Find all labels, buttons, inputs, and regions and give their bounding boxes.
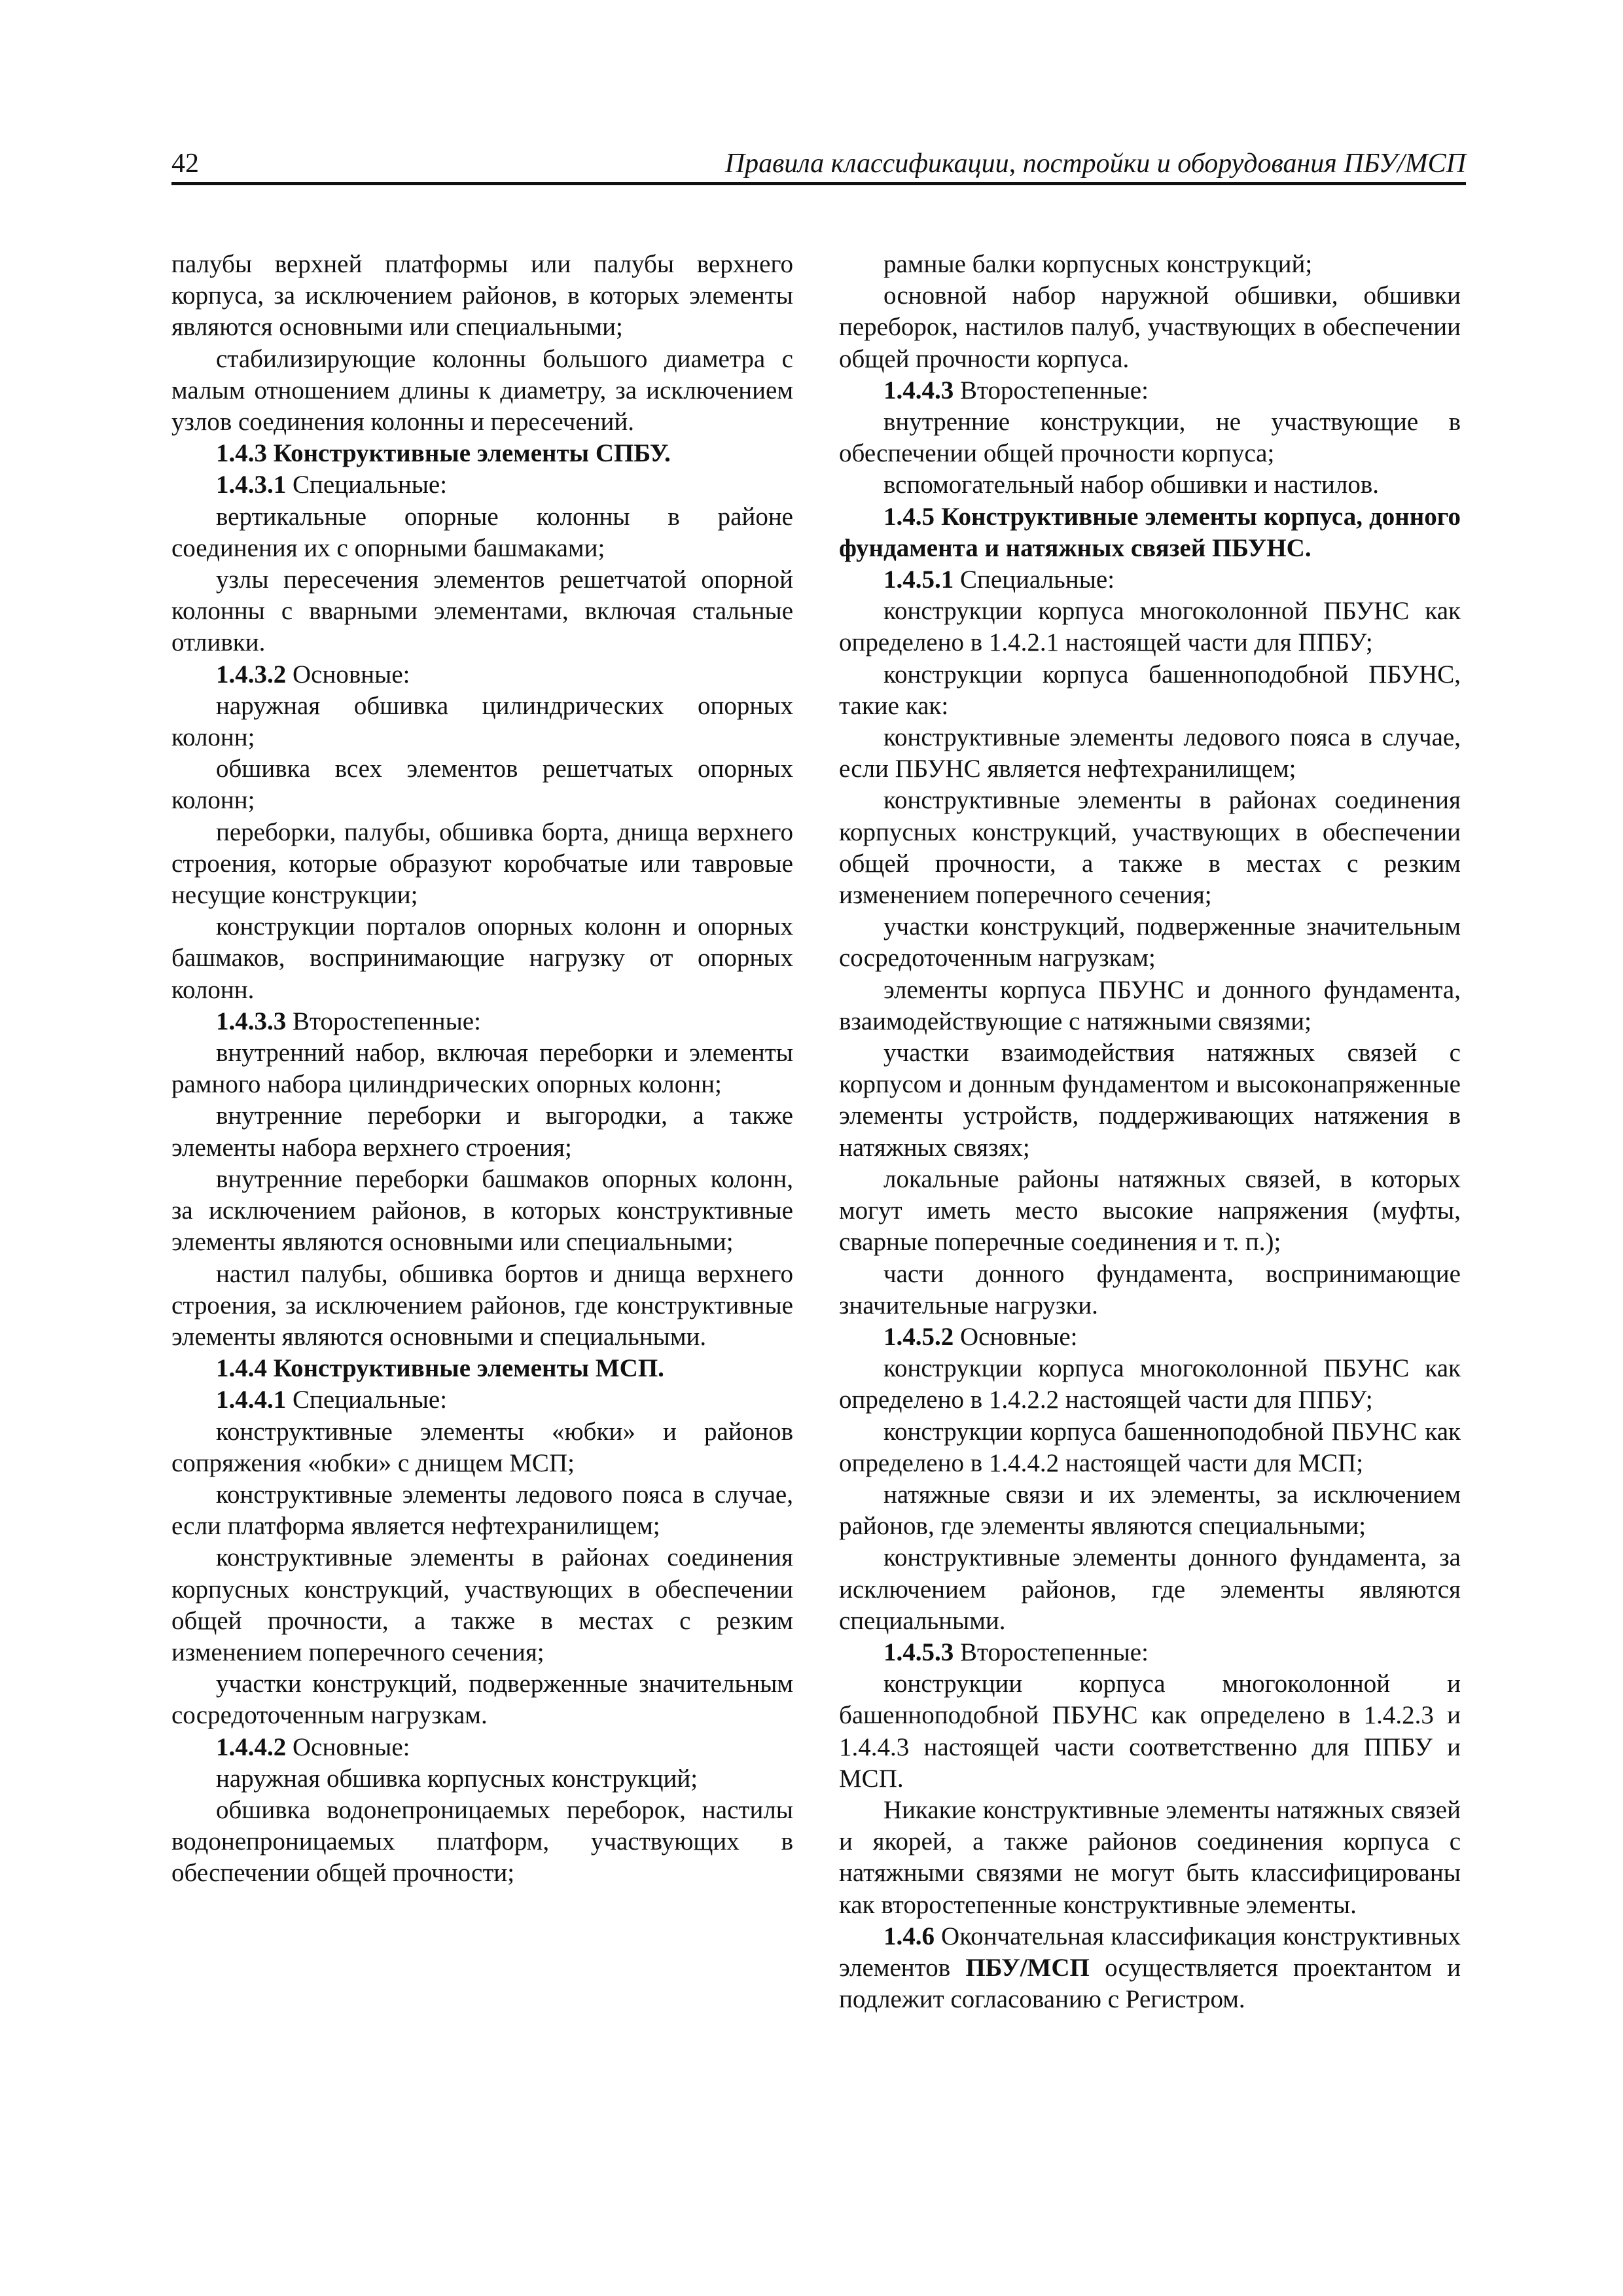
subsection-heading-1-4-3-1	[171, 469, 793, 501]
paragraph: настил палубы, обшивка бортов и днища верхнего строения, за исключением районов, где конструктивные элементы являются основными и специальными.	[171, 1259, 793, 1351]
subsection-heading-1-4-5-1	[839, 564, 1461, 596]
paragraph: элементы корпуса ПБУНС и донного фундамента, взаимодействующие с натяжными связями;	[839, 975, 1461, 1035]
subsection-heading-1-4-5-2	[839, 1321, 1461, 1353]
paragraph: внутренний набор, включая переборки и элементы рамного набора цилиндрических опорных колонн;	[171, 1039, 793, 1099]
paragraph: внутренние переборки и выгородки, а также элементы набора верхнего строения;	[171, 1102, 793, 1162]
page-number: 42	[171, 149, 199, 179]
subsection-title: Специальные:	[954, 565, 1115, 594]
subsection-number: 1.4.4.2	[216, 1732, 287, 1761]
section-heading-text: 1.4.4 Конструктивные элементы МСП.	[216, 1354, 664, 1383]
paragraph: конструктивные элементы «юбки» и районов сопряжения «юбки» с днищем МСП;	[171, 1417, 793, 1477]
subsection-number: 1.4.3.1	[216, 471, 287, 499]
section-heading-text: 1.4.3 Конструктивные элементы СПБУ.	[216, 439, 671, 468]
paragraph: внутренние переборки башмаков опорных колонн, за исключением районов, в которых конструктивные элементы являются основными или специальными;	[171, 1164, 793, 1257]
subsection-title: Специальные:	[286, 471, 448, 499]
paragraph: участки конструкций, подверженные значительным сосредоточенным нагрузкам;	[839, 912, 1461, 973]
paragraph: основной набор наружной обшивки, обшивки переборок, настилов палуб, участвующих в обеспечении общей прочности корпуса.	[839, 281, 1461, 373]
subsection-number: 1.4.5.2	[883, 1322, 954, 1351]
page-header	[171, 139, 1466, 185]
section-heading-text: 1.4.5 Конструктивные элементы корпуса, донного фундамента и натяжных связей ПБУНС.	[839, 502, 1461, 562]
paragraph: конструкции корпуса башенноподобной ПБУНС как определено в 1.4.4.2 настоящей части для МСП;	[839, 1417, 1461, 1477]
paragraph: узлы пересечения элементов решетчатой опорной колонны с вварными элементами, включая стальные отливки.	[171, 565, 793, 657]
paragraph: стабилизирующие колонны большого диаметра с малым отношением длины к диаметру, за исключением узлов соединения колонны и пересечений.	[171, 344, 793, 437]
paragraph: Никакие конструктивные элементы натяжных связей и якорей, а также районов соединения корпуса с натяжными связями не могут быть классифицированы как второстепенные конструктивные элементы.	[839, 1795, 1461, 1919]
subsection-title: Второстепенные:	[286, 1007, 481, 1035]
paragraph: участки взаимодействия натяжных связей с корпусом и донным фундаментом и высоконапряженные элементы устройств, поддерживающих натяжения в натяжных связях;	[839, 1039, 1461, 1162]
paragraph: вертикальные опорные колонны в районе соединения их с опорными башмаками;	[171, 502, 793, 562]
right-column	[839, 249, 1461, 2015]
paragraph: конструктивные элементы ледового пояса в случае, если платформа является нефтехранилищем;	[171, 1480, 793, 1541]
subsection-number: 1.4.5.3	[883, 1638, 954, 1666]
subsection-heading-1-4-3-2	[171, 659, 793, 691]
paragraph: вспомогательный набор обшивки и настилов.	[883, 471, 1380, 499]
paragraph: обшивка всех элементов решетчатых опорных колонн;	[171, 755, 793, 815]
paragraph: участки конструкций, подверженные значительным сосредоточенным нагрузкам.	[171, 1670, 793, 1730]
paragraph: обшивка водонепроницаемых переборок, настилы водонепроницаемых платформ, участвующих в обеспечении общей прочности;	[171, 1795, 793, 1888]
subsection-heading-1-4-4-2	[171, 1732, 793, 1763]
paragraph: натяжные связи и их элементы, за исключением районов, где элементы являются специальными;	[839, 1480, 1461, 1541]
subsection-heading-1-4-4-1	[171, 1384, 793, 1416]
paragraph-text: Окончательная классификация конструктивных элементов	[839, 1922, 1461, 1982]
paragraph: конструктивные элементы донного фундамента, за исключением районов, где элементы являются специальными.	[839, 1543, 1461, 1635]
paragraph: конструктивные элементы в районах соединения корпусных конструкций, участвующих в обеспечении общей прочности, а также в местах с резким изменением поперечного сечения;	[171, 1543, 793, 1666]
subsection-number: 1.4.4.3	[883, 376, 954, 404]
emphasis-text: ПБУ/МСП	[965, 1953, 1090, 1982]
subsection-number: 1.4.4.1	[216, 1386, 287, 1414]
subsection-title: Основные:	[954, 1322, 1078, 1351]
paragraph: конструкции корпуса башенноподобной ПБУНС, такие как:	[839, 660, 1461, 720]
subsection-number: 1.4.3.2	[216, 660, 287, 689]
paragraph: конструктивные элементы ледового пояса в случае, если ПБУНС является нефтехранилищем;	[839, 723, 1461, 783]
section-heading-1-4-5	[839, 501, 1461, 564]
paragraph: рамные балки корпусных конструкций;	[883, 250, 1313, 278]
subsection-heading-1-4-3-3	[171, 1006, 793, 1037]
paragraph-text: осуществляется проектантом и подлежит согласованию с Регистром.	[839, 1953, 1461, 2014]
section-1-4-6-paragraph	[839, 1921, 1461, 2016]
subsection-title: Специальные:	[286, 1386, 448, 1414]
subsection-title: Основные:	[286, 660, 410, 689]
subsection-title: Основные:	[286, 1732, 410, 1761]
section-heading-1-4-3	[171, 438, 793, 469]
section-heading-1-4-4	[171, 1353, 793, 1384]
left-column	[171, 249, 793, 1890]
paragraph: конструкции корпуса многоколонной ПБУНС как определено в 1.4.2.2 настоящей части для ППБУ;	[839, 1354, 1461, 1414]
subsection-heading-1-4-4-3	[839, 375, 1461, 406]
subsection-heading-1-4-5-3	[839, 1637, 1461, 1668]
paragraph: конструктивные элементы в районах соединения корпусных конструкций, участвующих в обеспечении общей прочности, а также в местах с резким изменением поперечного сечения;	[839, 786, 1461, 910]
paragraph: палубы верхней платформы или палубы верхнего корпуса, за исключением районов, в которых элементы являются основными или специальными;	[171, 250, 793, 342]
paragraph: конструкции корпуса многоколонной и башенноподобной ПБУНС как определено в 1.4.2.3 и 1.4.4.3 настоящей части соответственно для ППБУ и МСП.	[839, 1670, 1461, 1793]
paragraph: конструкции порталов опорных колонн и опорных башмаков, воспринимающие нагрузку от опорных колонн.	[171, 912, 793, 1004]
subsection-number: 1.4.3.3	[216, 1007, 287, 1035]
subsection-number: 1.4.5.1	[883, 565, 954, 594]
running-title: Правила классификации, постройки и оборудования ПБУ/МСП	[724, 149, 1466, 179]
paragraph: переборки, палубы, обшивка борта, днища верхнего строения, которые образуют коробчатые или тавровые несущие конструкции;	[171, 817, 793, 910]
subsection-title: Второстепенные:	[954, 1638, 1149, 1666]
paragraph: наружная обшивка цилиндрических опорных колонн;	[171, 691, 793, 752]
section-number: 1.4.6	[883, 1922, 935, 1950]
paragraph: наружная обшивка корпусных конструкций;	[216, 1764, 698, 1793]
subsection-title: Второстепенные:	[954, 376, 1149, 404]
paragraph: внутренние конструкции, не участвующие в обеспечении общей прочности корпуса;	[839, 408, 1461, 468]
paragraph: конструкции корпуса многоколонной ПБУНС как определено в 1.4.2.1 настоящей части для ППБУ;	[839, 597, 1461, 657]
paragraph: части донного фундамента, воспринимающие значительные нагрузки.	[839, 1259, 1461, 1319]
paragraph: локальные районы натяжных связей, в которых могут иметь место высокие напряжения (муфты, сварные поперечные соединения и т. п.);	[839, 1164, 1461, 1257]
